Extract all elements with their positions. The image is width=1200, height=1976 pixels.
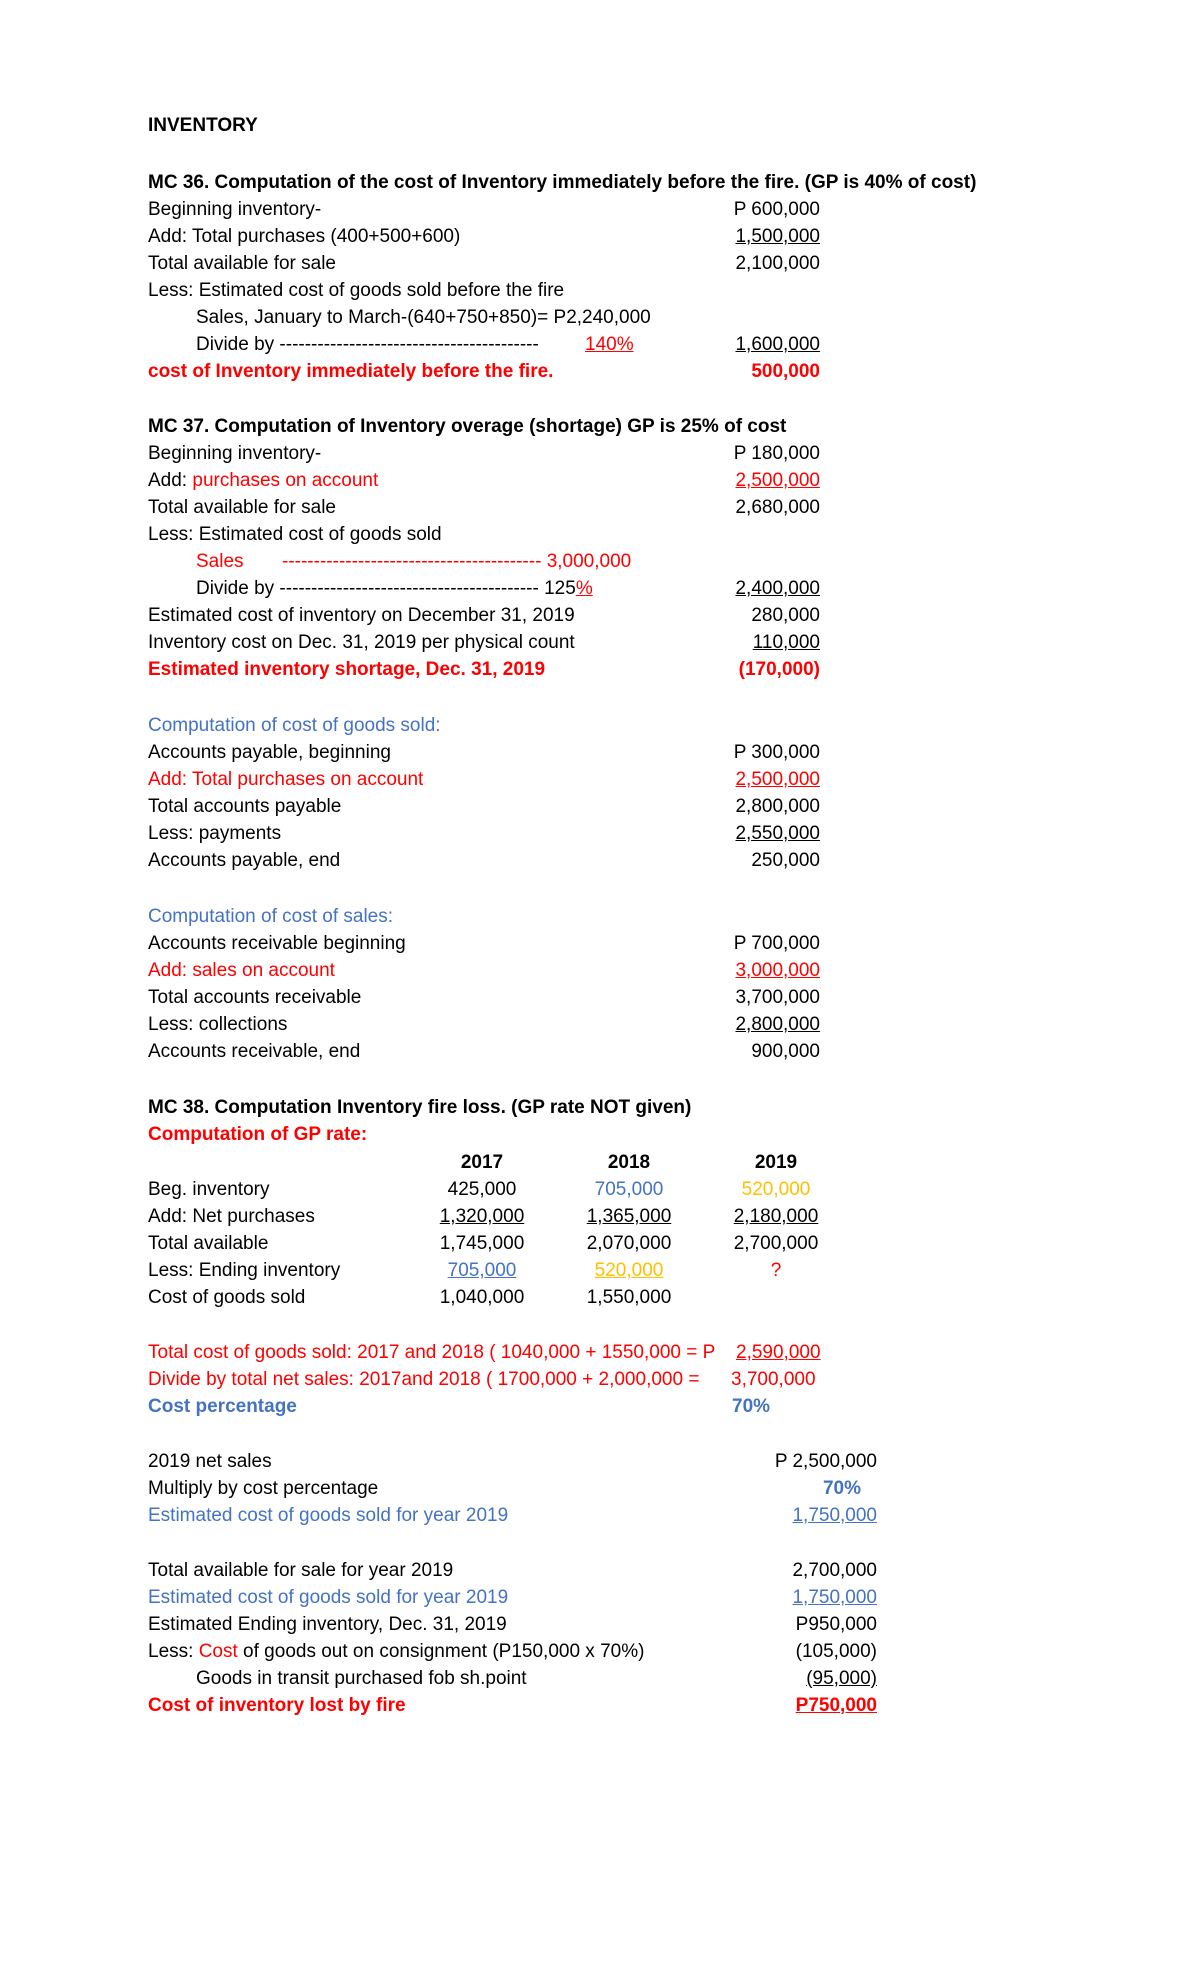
mc36-avail-value: 2,100,000 — [735, 253, 820, 274]
mc36-purch-value: 1,500,000 — [735, 226, 820, 247]
mc37-short-label: Estimated inventory shortage, Dec. 31, 2019 — [148, 659, 546, 680]
gp-cell: 520,000 — [741, 1179, 811, 1200]
cogs-row-value: 250,000 — [751, 850, 820, 871]
cos-row-value: 3,700,000 — [735, 987, 820, 1008]
gp-cell: 1,745,000 — [439, 1233, 525, 1254]
end-inv-label: Estimated Ending inventory, Dec. 31, 2019 — [148, 1614, 507, 1635]
consign-red: Cost — [198, 1641, 238, 1662]
tafs-value: 2,700,000 — [792, 1560, 877, 1581]
cogs-row-value: P 300,000 — [733, 742, 820, 763]
mc37-est-value: 280,000 — [751, 605, 820, 626]
est-cogs-value: 1,750,000 — [792, 1505, 877, 1526]
cogs-row-label: Total accounts payable — [148, 796, 342, 817]
cogs-row-label: Accounts payable, beginning — [148, 742, 391, 763]
mc36-heading: MC 36. Computation of the cost of Inventory immediately before the fire. (GP is 40% of cost) — [148, 172, 977, 193]
gp-cell: 705,000 — [594, 1179, 664, 1200]
cost-pct-value: 70% — [732, 1396, 771, 1417]
mc37-add-prefix: Add: — [148, 470, 193, 491]
mc37-phys-label: Inventory cost on Dec. 31, 2019 per physical count — [148, 632, 575, 653]
year-header-2019: 2019 — [754, 1152, 798, 1173]
mc37-sales-dashes: ----------------------------------------- 3,000,000 — [282, 551, 632, 572]
gp-cell: 1,550,000 — [586, 1287, 672, 1308]
cos-row-label: Accounts receivable beginning — [148, 933, 406, 954]
mc37-divide-value: 2,400,000 — [735, 578, 820, 599]
cos-row-label: Add: sales on account — [148, 960, 335, 981]
net-sales-value: P 2,500,000 — [774, 1451, 877, 1472]
gp-cell: 425,000 — [447, 1179, 517, 1200]
total-cogs-label: Total cost of goods sold: 2017 and 2018 ( 1040,000 + 1550,000 = P — [148, 1342, 716, 1363]
consign-rest: of goods out on consignment (P150,000 x 70%) — [237, 1641, 645, 1662]
cos-row-value: P 700,000 — [733, 933, 820, 954]
gp-cell: 2,180,000 — [733, 1206, 819, 1227]
mc37-divide-line — [196, 575, 593, 602]
gp-cell: 2,700,000 — [733, 1233, 819, 1254]
est-cogs2-label: Estimated cost of goods sold for year 2019 — [148, 1587, 509, 1608]
gp-cell: 1,365,000 — [586, 1206, 672, 1227]
end-inv-value: P950,000 — [795, 1614, 877, 1635]
cogs-row-value: 2,800,000 — [735, 796, 820, 817]
net-sales-label: 2019 net sales — [148, 1451, 272, 1472]
mc36-beg-value: P 600,000 — [733, 199, 820, 220]
cogs-row-label: Accounts payable, end — [148, 850, 341, 871]
cos-row-value: 2,800,000 — [735, 1014, 820, 1035]
mc36-beg-label: Beginning inventory- — [148, 199, 322, 220]
mc37-less-label: Less: Estimated cost of goods sold — [148, 524, 442, 545]
cogs-heading: Computation of cost of goods sold: — [148, 715, 441, 736]
cos-row-value: 900,000 — [751, 1041, 820, 1062]
mc37-add-line — [148, 467, 378, 494]
mc37-est-label: Estimated cost of inventory on December 31, 2019 — [148, 605, 575, 626]
cos-row-label: Total accounts receivable — [148, 987, 362, 1008]
mc37-beg-label: Beginning inventory- — [148, 443, 322, 464]
divide-sales-value: 3,700,000 — [731, 1369, 816, 1390]
mc36-result-label: cost of Inventory immediately before the fire. — [148, 361, 554, 382]
cos-row-label: Less: collections — [148, 1014, 288, 1035]
mc36-result-value: 500,000 — [751, 361, 820, 382]
cos-row-value: 3,000,000 — [735, 960, 820, 981]
tafs-label: Total available for sale for year 2019 — [148, 1560, 454, 1581]
divide-sales-label: Divide by total net sales: 2017and 2018 ( 1700,000 + 2,000,000 = — [148, 1369, 700, 1390]
transit-value: (95,000) — [806, 1668, 877, 1689]
mc37-divide-label: Divide by ----------------------------------------- 125 — [196, 578, 576, 599]
gp-cell: ? — [770, 1260, 782, 1281]
loss-value: P750,000 — [795, 1695, 877, 1716]
mc38-subheading: Computation of GP rate: — [148, 1124, 368, 1145]
mc36-divide-label: Divide by ----------------------------------------- — [196, 334, 539, 355]
gp-cell: 705,000 — [447, 1260, 517, 1281]
gp-cell: 1,320,000 — [439, 1206, 525, 1227]
mc37-divide-pct: % — [575, 578, 593, 599]
cogs-row-label: Less: payments — [148, 823, 282, 844]
mc37-avail-label: Total available for sale — [148, 497, 336, 518]
cogs-row-value: 2,550,000 — [735, 823, 820, 844]
cogs-row-value: 2,500,000 — [735, 769, 820, 790]
mc37-heading: MC 37. Computation of Inventory overage (shortage) GP is 25% of cost — [148, 416, 787, 437]
est-cogs-label: Estimated cost of goods sold for year 2019 — [148, 1505, 509, 1526]
loss-label: Cost of inventory lost by fire — [148, 1695, 406, 1716]
mc37-add-value: 2,500,000 — [735, 470, 820, 491]
est-cogs2-value: 1,750,000 — [792, 1587, 877, 1608]
gp-row-label: Cost of goods sold — [148, 1287, 306, 1308]
mc38-heading: MC 38. Computation Inventory fire loss. (GP rate NOT given) — [148, 1097, 692, 1118]
mult-value: 70% — [822, 1478, 861, 1499]
year-header-2017: 2017 — [460, 1152, 504, 1173]
gp-row-label: Less: Ending inventory — [148, 1260, 341, 1281]
gp-cell: 2,070,000 — [586, 1233, 672, 1254]
cost-pct-label: Cost percentage — [148, 1396, 297, 1417]
mc36-divide-value: 1,600,000 — [735, 334, 820, 355]
gp-row-label: Beg. inventory — [148, 1179, 270, 1200]
cos-row-label: Accounts receivable, end — [148, 1041, 361, 1062]
consign-prefix: Less: — [148, 1641, 199, 1662]
gp-cell: 1,040,000 — [439, 1287, 525, 1308]
gp-row-label: Total available — [148, 1233, 269, 1254]
consign-line — [148, 1638, 644, 1665]
mc36-divide-pct: 140% — [585, 334, 634, 355]
cos-heading: Computation of cost of sales: — [148, 906, 394, 927]
mc36-purch-label: Add: Total purchases (400+500+600) — [148, 226, 461, 247]
mc36-avail-label: Total available for sale — [148, 253, 336, 274]
mc36-sales-label: Sales, January to March-(640+750+850)= P2,240,000 — [196, 307, 651, 328]
total-cogs-value: 2,590,000 — [736, 1342, 821, 1363]
mc37-add-label: purchases on account — [192, 470, 379, 491]
mult-label: Multiply by cost percentage — [148, 1478, 379, 1499]
transit-label: Goods in transit purchased fob sh.point — [196, 1668, 527, 1689]
page-title: INVENTORY — [148, 115, 258, 136]
gp-row-label: Add: Net purchases — [148, 1206, 315, 1227]
mc37-sales-label: Sales — [196, 551, 244, 572]
mc37-beg-value: P 180,000 — [733, 443, 820, 464]
cogs-row-label: Add: Total purchases on account — [148, 769, 424, 790]
mc36-less-label: Less: Estimated cost of goods sold before the fire — [148, 280, 565, 301]
gp-cell: 520,000 — [594, 1260, 664, 1281]
year-header-2018: 2018 — [607, 1152, 651, 1173]
mc37-phys-value: 110,000 — [752, 632, 820, 653]
mc37-avail-value: 2,680,000 — [735, 497, 820, 518]
mc37-short-value: (170,000) — [738, 659, 820, 680]
consign-value: (105,000) — [795, 1641, 877, 1662]
